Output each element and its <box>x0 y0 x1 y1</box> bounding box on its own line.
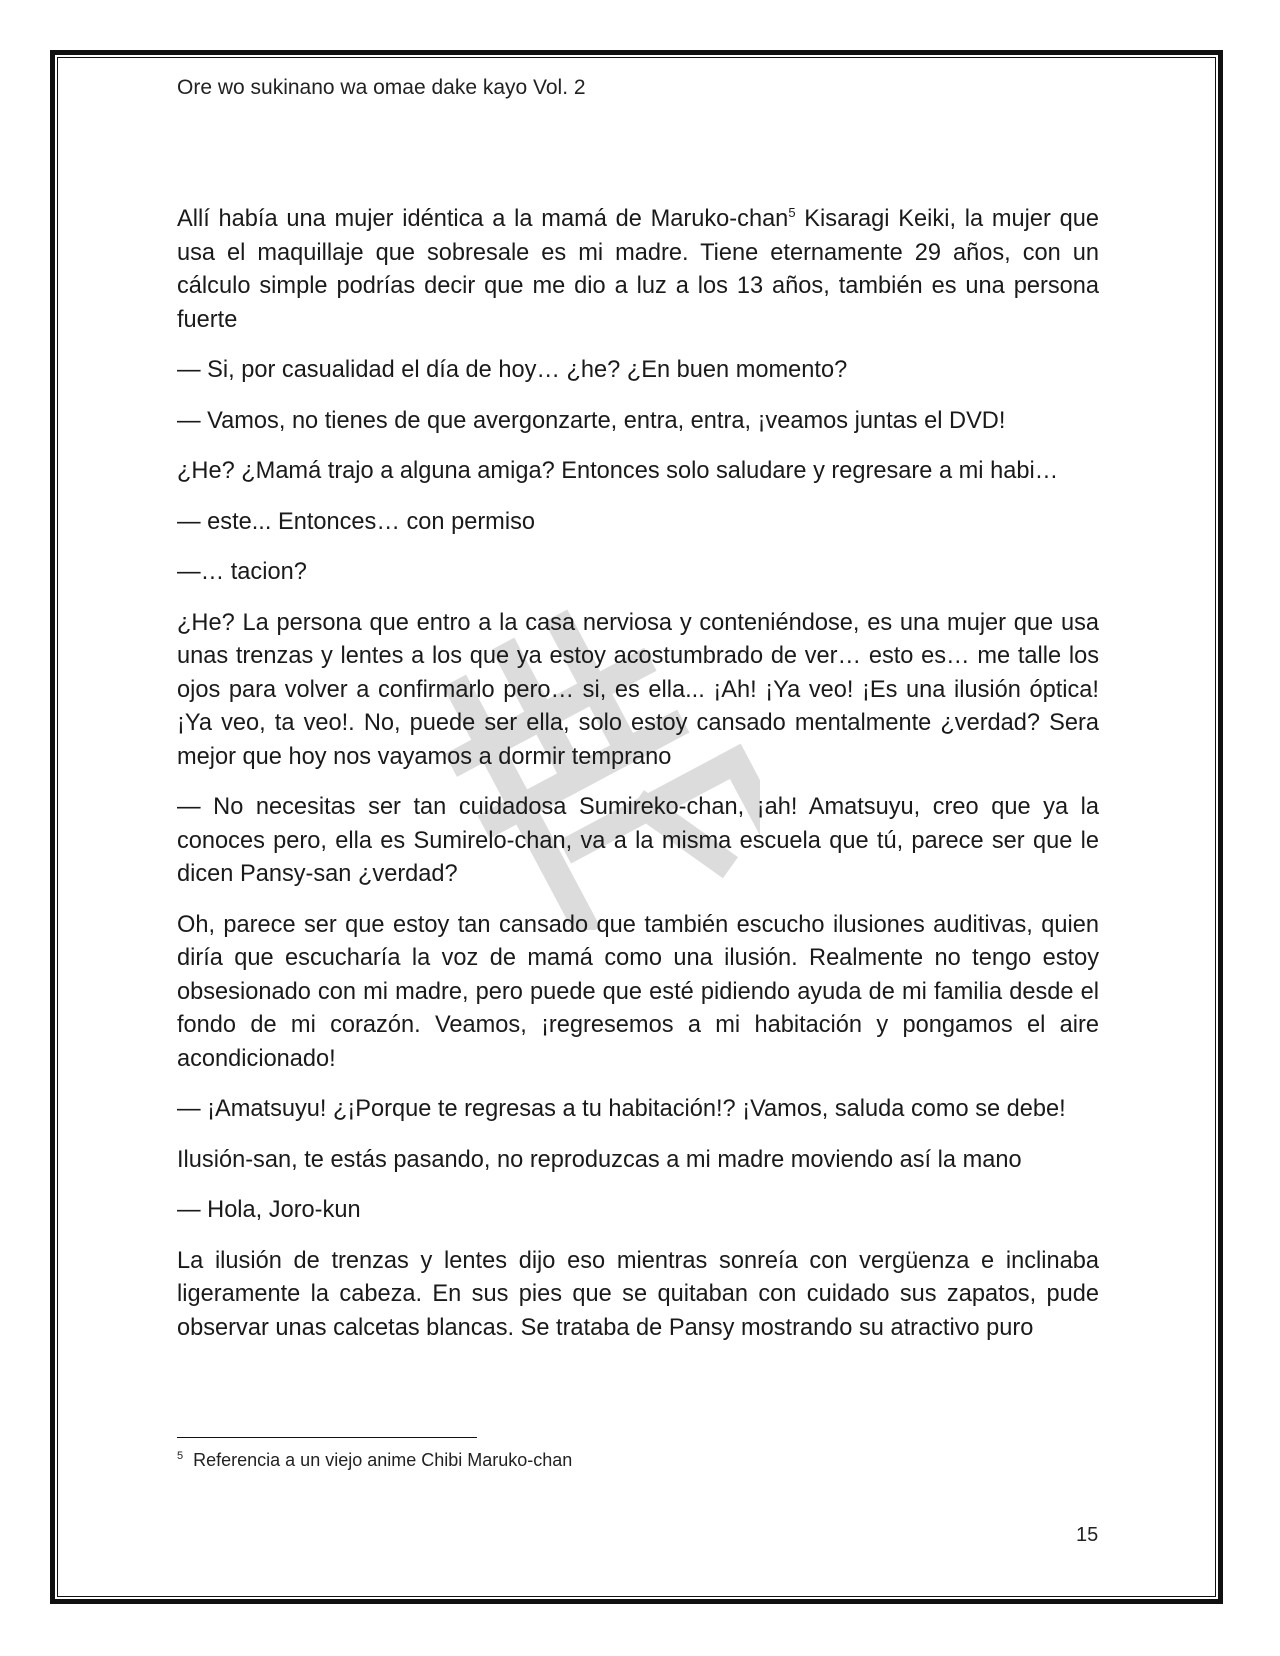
footnote-reference: 5 <box>788 205 796 221</box>
paragraph-1 <box>177 203 1099 337</box>
footnote <box>177 1450 572 1471</box>
page-number: 15 <box>1076 1524 1099 1546</box>
paragraph-8: — No necesitas ser tan cuidadosa Sumireko-chan, ¡ah! Amatsuyu, creo que ya la conoces pero, ella es Sumirelo-chan, va a la misma escuela que tú, parece ser que le dicen Pansy-san ¿verdad? <box>177 794 1099 887</box>
paragraph-7: ¿He? La persona que entro a la casa nerviosa y conteniéndose, es una mujer que usa unas trenzas y lentes a los que ya estoy acostumbrado de ver… esto es… me talle los ojos para volver a confirmarlo pero… si, es ella... ¡Ah! ¡Ya veo! ¡Es una ilusión óptica! ¡Ya veo, ta veo!. No, puede ser ella, solo estoy cansado mentalmente ¿verdad? Sera mejor que hoy nos vayamos a dormir temprano <box>177 609 1099 770</box>
paragraph-9: Oh, parece ser que estoy tan cansado que también escucho ilusiones auditivas, quien diría que escucharía la voz de mamá como una ilusión. Realmente no tengo estoy obsesionado con mi madre, pero puede que esté pidiendo ayuda de mi familia desde el fondo de mi corazón. Veamos, ¡regresemos a mi habitación y pongamos el aire acondicionado! <box>177 911 1099 1072</box>
paragraph-13: La ilusión de trenzas y lentes dijo eso mientras sonreía con vergüenza e inclinaba ligeramente la cabeza. En sus pies que se quitaban con cuidado sus zapatos, pude observar unas calcetas blancas. Se trataba de Pansy mostrando su atractivo puro <box>177 1247 1099 1341</box>
running-header: Ore wo sukinano wa omae dake kayo Vol. 2 <box>177 76 586 99</box>
footnote-text: Referencia a un viejo anime Chibi Maruko-chan <box>193 1450 573 1470</box>
body-text <box>177 203 1099 1362</box>
paragraph-1-text: Allí había una mujer idéntica a la mamá de Maruko-chan <box>177 206 789 232</box>
footnote-marker: 5 <box>177 1450 184 1462</box>
paragraph-6: —… tacion? <box>177 559 307 585</box>
paragraph-10: — ¡Amatsuyu! ¿¡Porque te regresas a tu habitación!? ¡Vamos, saluda como se debe! <box>177 1096 1066 1122</box>
paragraph-11: Ilusión-san, te estás pasando, no reproduzcas a mi madre moviendo así la mano <box>177 1146 1022 1173</box>
paragraph-4: ¿He? ¿Mamá trajo a alguna amiga? Entonces solo saludare y regresare a mi habi… <box>177 458 1059 484</box>
paragraph-12: — Hola, Joro-kun <box>177 1197 361 1223</box>
paragraph-3: — Vamos, no tienes de que avergonzarte, entra, entra, ¡veamos juntas el DVD! <box>177 407 1006 434</box>
paragraph-5: — este... Entonces… con permiso <box>177 508 535 535</box>
footnote-divider <box>177 1437 477 1438</box>
paragraph-2: — Si, por casualidad el día de hoy… ¿he? ¿En buen momento? <box>177 357 848 383</box>
paragraph-1-text-cont: Kisaragi Keiki, la mujer que usa el maquillaje que sobresale es mi madre. Tiene eternamente 29 años, con un cálculo simple podrías decir que me dio a luz a los 13 años, también es una persona fuerte <box>177 206 1100 333</box>
